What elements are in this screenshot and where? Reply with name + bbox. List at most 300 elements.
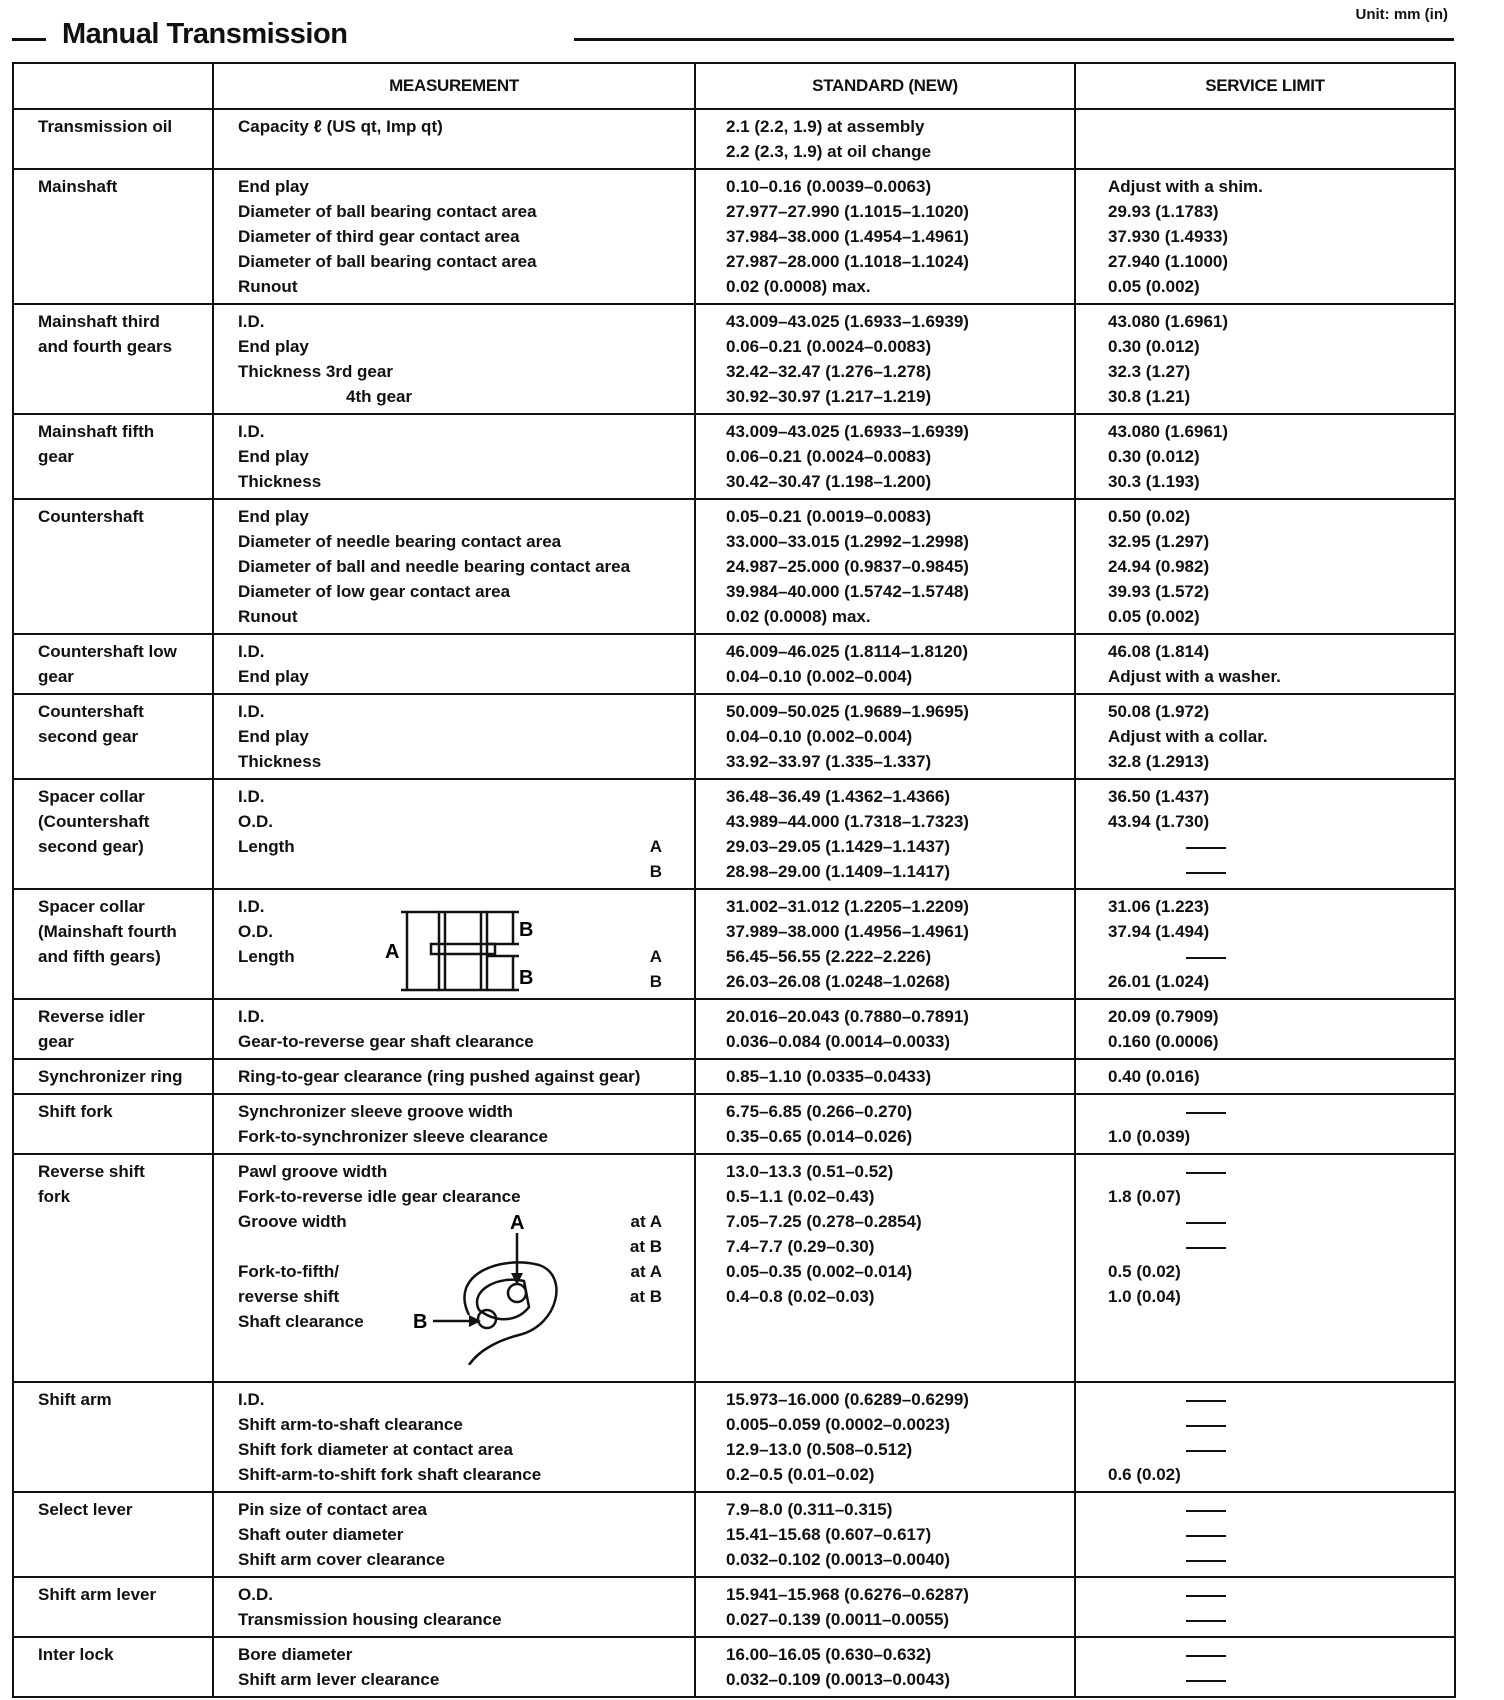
standard-value: 0.06–0.21 (0.0024–0.0083) [726,337,932,356]
service-limit-none [1108,1547,1446,1572]
service-limit-none [1108,1522,1446,1547]
component-name: Countershaft [38,507,144,526]
service-limit-cell [1075,634,1455,694]
standard-value: 13.0–13.3 (0.51–0.52) [726,1162,894,1181]
standard-value: 0.02 (0.0008) max. [726,277,871,296]
measurement-line [238,469,686,494]
spec-row [13,1492,1455,1577]
service-limit-none [1108,1099,1446,1124]
component-name: gear [38,447,74,466]
measurement-cell [213,779,695,889]
measurement-cell [213,1577,695,1637]
component-name: Spacer collar [38,897,145,916]
measurement-label: I.D. [238,702,265,721]
measurement-line [238,1099,686,1124]
measurement-label: End play [238,177,309,196]
component-cell [13,169,213,304]
measurement-label: Thickness 3rd gear [238,362,393,381]
measurement-label: Fork-to-reverse idle gear clearance [238,1187,521,1206]
standard-cell [695,1382,1075,1492]
figure-label-a: A [385,941,400,963]
standard-value: 0.027–0.139 (0.0011–0.0055) [726,1610,950,1629]
measurement-label: O.D. [238,812,273,831]
measurement-mark: at A [630,1212,662,1231]
service-limit-value: 50.08 (1.972) [1108,702,1210,721]
standard-value: 0.2–0.5 (0.01–0.02) [726,1465,875,1484]
standard-cell [695,999,1075,1059]
service-limit-cell [1075,499,1455,634]
service-limit-none [1108,834,1446,859]
measurement-label: End play [238,447,309,466]
component-name: Select lever [38,1500,133,1519]
spec-table [12,62,1456,1698]
standard-value: 43.009–43.025 (1.6933–1.6939) [726,312,969,331]
spec-row [13,1577,1455,1637]
measurement-label: End play [238,667,309,686]
measurement-cell [213,1492,695,1577]
service-limit-cell [1075,889,1455,999]
measurement-label: O.D. [238,1585,273,1604]
measurement-line [238,554,686,579]
service-limit-cell [1075,1637,1455,1697]
service-limit-value: 1.0 (0.039) [1108,1127,1191,1146]
service-limit-value: 39.93 (1.572) [1108,582,1210,601]
service-limit-value: 37.94 (1.494) [1108,922,1210,941]
measurement-line [238,274,686,299]
service-limit-none [1108,1387,1446,1412]
header-standard: STANDARD (NEW) [695,63,1075,109]
service-limit-none [1108,1607,1446,1632]
measurement-line [238,1522,686,1547]
measurement-label: Diameter of ball and needle bearing contact area [238,557,631,576]
component-name: Reverse idler [38,1007,145,1026]
service-limit-value: 20.09 (0.7909) [1108,1007,1219,1026]
service-limit-value: 26.01 (1.024) [1108,972,1210,991]
component-cell [13,1492,213,1577]
standard-value: 50.009–50.025 (1.9689–1.9695) [726,702,969,721]
standard-value: 28.98–29.00 (1.1409–1.1417) [726,862,951,881]
measurement-cell [213,1094,695,1154]
measurement-label: I.D. [238,312,265,331]
service-limit-value: 37.930 (1.4933) [1108,227,1229,246]
measurement-label: I.D. [238,787,265,806]
service-limit-cell [1075,779,1455,889]
component-name: fork [38,1187,71,1206]
component-cell [13,1154,213,1382]
unit-label: Unit: mm (in) [1355,6,1448,23]
measurement-line [238,419,686,444]
component-name: Spacer collar [38,787,145,806]
component-name: Countershaft [38,702,144,721]
component-name: Shift fork [38,1102,113,1121]
measurement-label: Diameter of low gear contact area [238,582,511,601]
standard-cell [695,304,1075,414]
service-limit-value: 43.94 (1.730) [1108,812,1210,831]
service-limit-value: 0.40 (0.016) [1108,1067,1200,1086]
measurement-label: Length [238,947,295,966]
component-cell [13,1059,213,1094]
measurement-line [238,1582,686,1607]
measurement-label: Capacity ℓ (US qt, Imp qt) [238,117,443,136]
measurement-mark: at A [630,1262,662,1281]
measurement-label: Thickness [238,472,322,491]
measurement-line [238,1004,686,1029]
service-limit-cell [1075,304,1455,414]
service-limit-value: 0.30 (0.012) [1108,447,1200,466]
measurement-cell [213,999,695,1059]
header-component [13,63,213,109]
component-name: and fifth gears) [38,947,161,966]
measurement-label: Synchronizer sleeve groove width [238,1102,513,1121]
standard-value: 15.41–15.68 (0.607–0.617) [726,1525,932,1544]
measurement-line [238,334,686,359]
component-cell [13,1094,213,1154]
measurement-line [238,749,686,774]
service-limit-none [1108,1209,1446,1234]
standard-cell [695,694,1075,779]
component-cell [13,694,213,779]
dash-mark [1186,1620,1226,1622]
measurement-label: I.D. [238,642,265,661]
measurement-label: Bore diameter [238,1645,353,1664]
measurement-label: Runout [238,277,298,296]
component-cell [13,1637,213,1697]
dash-mark [1186,1247,1226,1249]
spec-row [13,694,1455,779]
service-limit-value: 1.8 (0.07) [1108,1187,1181,1206]
standard-value: 39.984–40.000 (1.5742–1.5748) [726,582,969,601]
measurement-mark: B [649,972,662,991]
component-name: Countershaft low [38,642,177,661]
component-cell [13,889,213,999]
standard-value: 20.016–20.043 (0.7880–0.7891) [726,1007,969,1026]
spec-row [13,414,1455,499]
standard-value: 0.05–0.21 (0.0019–0.0083) [726,507,932,526]
dash-mark [1186,1510,1226,1512]
service-limit-none [1108,944,1446,969]
measurement-label: Diameter of ball bearing contact area [238,202,537,221]
spec-row [13,1154,1455,1382]
spec-row [13,1059,1455,1094]
measurement-label: Runout [238,607,298,626]
service-limit-none [1108,1159,1446,1184]
spec-row [13,499,1455,634]
measurement-line [238,1547,686,1572]
standard-value: 29.03–29.05 (1.1429–1.1437) [726,837,951,856]
figure-label-a: A [510,1215,525,1234]
measurement-cell [213,499,695,634]
measurement-cell [213,889,695,999]
measurement-label: Ring-to-gear clearance (ring pushed against gear) [238,1067,641,1086]
standard-value: 0.85–1.10 (0.0335–0.0433) [726,1067,932,1086]
service-limit-value: 30.3 (1.193) [1108,472,1200,491]
standard-value: 12.9–13.0 (0.508–0.512) [726,1440,913,1459]
measurement-label: Length [238,837,295,856]
header-row [13,63,1455,109]
measurement-cell [213,1059,695,1094]
component-cell [13,109,213,169]
measurement-label: Shift arm-to-shaft clearance [238,1415,463,1434]
measurement-mark: A [649,947,662,966]
service-limit-value: 30.8 (1.21) [1108,387,1191,406]
measurement-line [238,1667,686,1692]
standard-value: 32.42–32.47 (1.276–1.278) [726,362,932,381]
measurement-line [238,529,686,554]
measurement-label: Transmission housing clearance [238,1610,502,1629]
measurement-line [238,1607,686,1632]
service-limit-value: 27.940 (1.1000) [1108,252,1229,271]
standard-cell [695,109,1075,169]
service-limit-cell [1075,999,1455,1059]
measurement-line [238,1497,686,1522]
measurement-line [238,1437,686,1462]
spacer-collar-diagram [369,900,579,996]
measurement-line [238,114,686,139]
standard-value: 15.941–15.968 (0.6276–0.6287) [726,1585,969,1604]
measurement-label: Fork-to-fifth/ [238,1262,340,1281]
standard-value: 37.989–38.000 (1.4956–1.4961) [726,922,969,941]
standard-value: 27.977–27.990 (1.1015–1.1020) [726,202,969,221]
standard-value: 43.989–44.000 (1.7318–1.7323) [726,812,969,831]
measurement-mark [662,894,686,919]
spec-row [13,889,1455,999]
measurement-cell [213,304,695,414]
measurement-cell [213,414,695,499]
spec-row [13,1382,1455,1492]
service-limit-value: 0.05 (0.002) [1108,607,1200,626]
measurement-line [238,639,686,664]
measurement-line [238,724,686,749]
measurement-line [238,1064,686,1089]
component-name: Mainshaft fifth [38,422,155,441]
standard-value: 43.009–43.025 (1.6933–1.6939) [726,422,969,441]
spec-row [13,109,1455,169]
measurement-cell [213,1382,695,1492]
component-name: gear [38,667,74,686]
service-limit-value: 0.160 (0.0006) [1108,1032,1219,1051]
standard-value: 2.2 (2.3, 1.9) at oil change [726,142,932,161]
standard-value: 0.5–1.1 (0.02–0.43) [726,1187,875,1206]
measurement-label: I.D. [238,1007,265,1026]
service-limit-none [1108,1642,1446,1667]
dash-mark [1186,957,1226,959]
standard-value: 0.036–0.084 (0.0014–0.0033) [726,1032,951,1051]
standard-value: 0.005–0.059 (0.0002–0.0023) [726,1415,951,1434]
measurement-cell [213,1637,695,1697]
standard-value: 15.973–16.000 (0.6289–0.6299) [726,1390,969,1409]
component-name: and fourth gears [38,337,173,356]
component-cell [13,999,213,1059]
component-name: Shift arm lever [38,1585,157,1604]
dash-mark [1186,1595,1226,1597]
service-limit-cell [1075,1094,1455,1154]
component-name: Transmission oil [38,117,173,136]
dash-mark [1186,1450,1226,1452]
component-name: Mainshaft third [38,312,160,331]
figure-label-b: B [413,1311,428,1333]
measurement-line [238,579,686,604]
service-limit-value: 43.080 (1.6961) [1108,422,1229,441]
service-limit-value: 43.080 (1.6961) [1108,312,1229,331]
measurement-line [238,1184,686,1209]
measurement-line [238,359,686,384]
measurement-line [238,664,686,689]
standard-value: 0.05–0.35 (0.002–0.014) [726,1262,913,1281]
standard-value: 0.04–0.10 (0.002–0.004) [726,667,913,686]
measurement-mark: at B [629,1287,662,1306]
service-limit-value: 32.95 (1.297) [1108,532,1210,551]
standard-cell [695,1094,1075,1154]
component-name: Mainshaft [38,177,118,196]
measurement-cell [213,694,695,779]
dash-mark [1186,1400,1226,1402]
page-title: Manual Transmission [56,18,353,51]
header-measurement: MEASUREMENT [213,63,695,109]
dash-mark [1186,1425,1226,1427]
measurement-label: End play [238,507,309,526]
service-limit-value: 0.6 (0.02) [1108,1465,1181,1484]
standard-value: 31.002–31.012 (1.2205–1.2209) [726,897,969,916]
measurement-line [238,1124,686,1149]
component-name: (Countershaft [38,812,150,831]
standard-value: 0.10–0.16 (0.0039–0.0063) [726,177,932,196]
component-name: Synchronizer ring [38,1067,183,1086]
standard-value: 7.4–7.7 (0.29–0.30) [726,1237,875,1256]
service-limit-value: 36.50 (1.437) [1108,787,1210,806]
measurement-line [238,174,686,199]
component-name: Shift arm [38,1390,112,1409]
measurement-label: Shaft outer diameter [238,1525,404,1544]
service-limit-cell [1075,169,1455,304]
measurement-line [238,309,686,334]
standard-value: 0.35–0.65 (0.014–0.026) [726,1127,913,1146]
measurement-label: 4th gear [346,387,413,406]
dash-mark [1186,1680,1226,1682]
measurement-line [238,249,686,274]
measurement-label: reverse shift [238,1287,340,1306]
measurement-label: Fork-to-synchronizer sleeve clearance [238,1127,548,1146]
standard-cell [695,414,1075,499]
standard-value: 0.032–0.109 (0.0013–0.0043) [726,1670,951,1689]
measurement-line [238,809,686,834]
service-limit-none [1108,1437,1446,1462]
measurement-cell [213,1154,695,1382]
standard-value: 0.06–0.21 (0.0024–0.0083) [726,447,932,466]
measurement-line [238,444,686,469]
spec-row [13,1637,1455,1697]
service-limit-value: 46.08 (1.814) [1108,642,1210,661]
measurement-label: O.D. [238,922,273,941]
spec-row [13,169,1455,304]
measurement-line [238,199,686,224]
standard-cell [695,779,1075,889]
measurement-label: Diameter of ball bearing contact area [238,252,537,271]
standard-value: 24.987–25.000 (0.9837–0.9845) [726,557,969,576]
standard-value: 56.45–56.55 (2.222–2.226) [726,947,932,966]
standard-value: 46.009–46.025 (1.8114–1.8120) [726,642,969,661]
component-cell [13,499,213,634]
dash-mark [1186,1560,1226,1562]
measurement-label: Groove width [238,1212,347,1231]
spec-row [13,1094,1455,1154]
measurement-mark [662,1309,686,1334]
service-limit-value: 1.0 (0.04) [1108,1287,1181,1306]
service-limit-value [1108,114,1446,139]
component-cell [13,304,213,414]
service-limit-cell [1075,1382,1455,1492]
measurement-label: Diameter of third gear contact area [238,227,520,246]
measurement-label: I.D. [238,422,265,441]
measurement-mark [662,919,686,944]
dash-mark [1186,1535,1226,1537]
measurement-mark [662,784,686,809]
standard-value: 0.032–0.102 (0.0013–0.0040) [726,1550,951,1569]
service-limit-none [1108,1412,1446,1437]
service-limit-value: 0.30 (0.012) [1108,337,1200,356]
measurement-mark [662,1159,686,1184]
measurement-cell [213,634,695,694]
figure-label-b: B [519,967,534,989]
measurement-label: Shift fork diameter at contact area [238,1440,513,1459]
measurement-label: I.D. [238,1390,265,1409]
measurement-line [238,859,686,884]
service-limit-none [1108,1234,1446,1259]
standard-value: 7.9–8.0 (0.311–0.315) [726,1500,893,1519]
spec-row [13,304,1455,414]
standard-cell [695,889,1075,999]
service-limit-cell [1075,1059,1455,1094]
dash-mark [1186,1112,1226,1114]
standard-value: 26.03–26.08 (1.0248–1.0268) [726,972,951,991]
measurement-line [238,604,686,629]
component-name: gear [38,1032,74,1051]
standard-value: 0.02 (0.0008) max. [726,607,871,626]
standard-value: 27.987–28.000 (1.1018–1.1024) [726,252,969,271]
service-limit-cell [1075,694,1455,779]
standard-value: 7.05–7.25 (0.278–0.2854) [726,1212,922,1231]
measurement-line [238,1462,686,1487]
component-name: Inter lock [38,1645,114,1664]
service-limit-value: 32.3 (1.27) [1108,362,1191,381]
service-limit-value: 0.05 (0.002) [1108,277,1200,296]
standard-value: 2.1 (2.2, 1.9) at assembly [726,117,925,136]
measurement-cell [213,169,695,304]
standard-value: 33.000–33.015 (1.2992–1.2998) [726,532,969,551]
measurement-cell [213,109,695,169]
spec-body [13,109,1455,1697]
measurement-line [238,784,686,809]
standard-value: 30.42–30.47 (1.198–1.200) [726,472,932,491]
component-name: Reverse shift [38,1162,145,1181]
measurement-line [238,384,686,409]
service-limit-cell [1075,1577,1455,1637]
service-limit-cell [1075,1492,1455,1577]
service-limit-value: 0.5 (0.02) [1108,1262,1181,1281]
component-cell [13,779,213,889]
service-limit-value: Adjust with a collar. [1108,727,1268,746]
service-limit-none [1108,1582,1446,1607]
measurement-label: Gear-to-reverse gear shaft clearance [238,1032,534,1051]
measurement-line [238,1642,686,1667]
measurement-line [238,1387,686,1412]
measurement-label: End play [238,727,309,746]
standard-cell [695,1577,1075,1637]
measurement-label: Thickness [238,752,322,771]
standard-cell [695,1637,1075,1697]
measurement-label: Pin size of contact area [238,1500,427,1519]
component-name: (Mainshaft fourth [38,922,177,941]
measurement-label: Shift arm lever clearance [238,1670,440,1689]
